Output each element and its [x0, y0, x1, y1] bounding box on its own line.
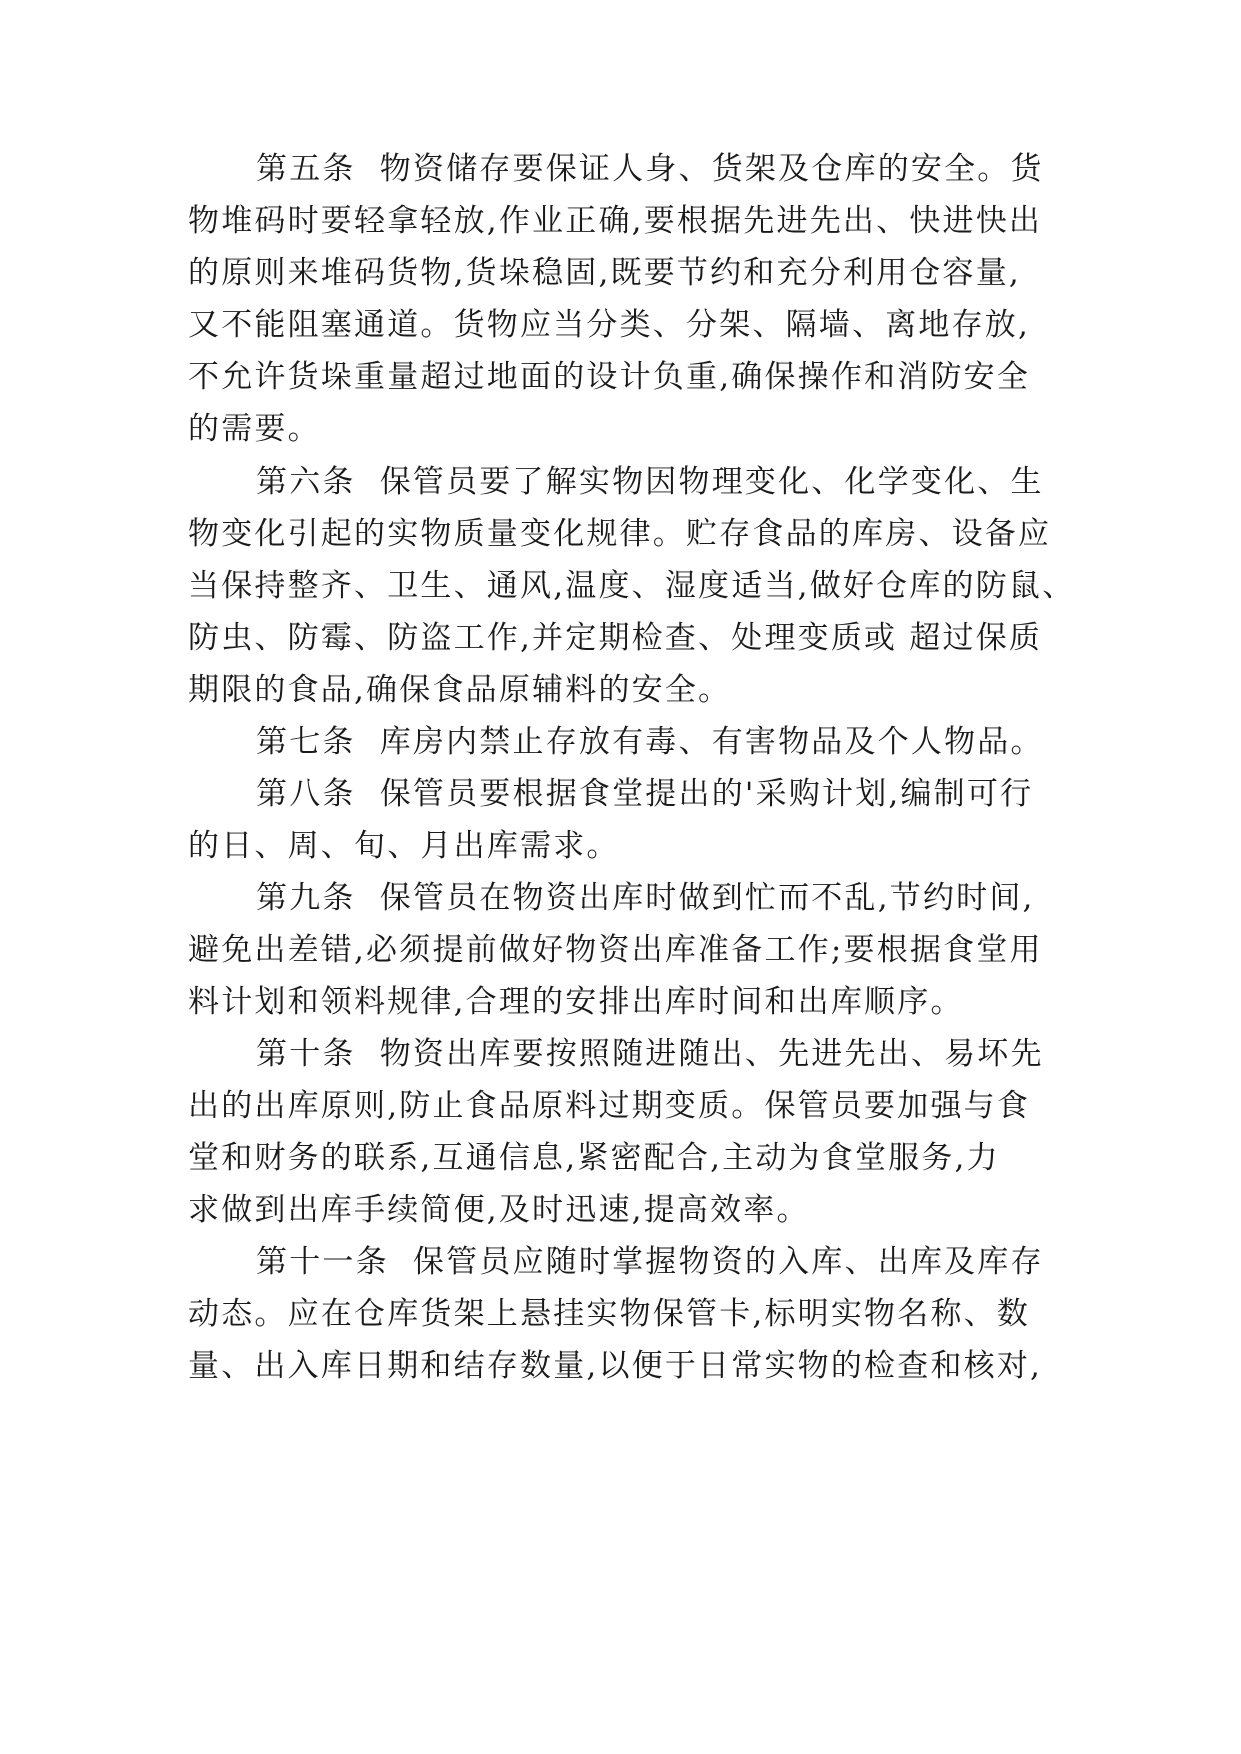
article-10-line-2: 出的出库原则,防止食品原料过期变质。保管员要加强与食	[188, 1088, 1031, 1124]
article-5-line-3: 的原则来堆码货物,货垛稳固,既要节约和充分利用仓容量,	[188, 255, 1021, 291]
article-6-line-3: 当保持整齐、卫生、通风,温度、湿度适当,做好仓库的防鼠、	[188, 568, 1076, 604]
article-10-line-3: 堂和财务的联系,互通信息,紧密配合,主动为食堂服务,力	[188, 1140, 1000, 1176]
article-9-line-1: 第九条 保管员在物资出库时做到忙而不乱,节约时间,	[256, 880, 1035, 916]
article-11-line-3: 量、出入库日期和结存数量,以便于日常实物的检查和核对,	[188, 1348, 1043, 1384]
article-5-line-1: 第五条 物资储存要保证人身、货架及仓库的安全。货	[256, 151, 1044, 187]
article-11-line-2: 动态。应在仓库货架上悬挂实物保管卡,标明实物名称、数	[188, 1296, 1031, 1332]
article-6-line-5: 期限的食品,确保食品原辅料的安全。	[188, 672, 732, 708]
article-7-line-1: 第七条 库房内禁止存放有毒、有害物品及个人物品。	[256, 724, 1044, 760]
article-8-line-2: 的日、周、旬、月出库需求。	[188, 828, 620, 864]
article-5-line-5: 不允许货垛重量超过地面的设计负重,确保操作和消防安全	[188, 359, 1031, 395]
article-6-line-2: 物变化引起的实物质量变化规律。贮存食品的库房、设备应	[188, 516, 1052, 552]
article-8-line-1: 第八条 保管员要根据食堂提出的'采购计划,编制可行	[256, 776, 1034, 812]
article-5-line-4: 又不能阻塞通道。货物应当分类、分架、隔墙、离地存放,	[188, 307, 1031, 343]
article-6-line-1: 第六条 保管员要了解实物因物理变化、化学变化、生	[256, 464, 1044, 500]
article-5-line-6: 的需要。	[188, 411, 321, 447]
article-9-line-2: 避免出差错,必须提前做好物资出库准备工作;要根据食堂用	[188, 932, 1043, 968]
article-9-line-3: 料计划和领料规律,合理的安排出库时间和出库顺序。	[188, 984, 964, 1020]
article-10-line-1: 第十条 物资出库要按照随进随出、先进先出、易坏先	[256, 1036, 1044, 1072]
article-10-line-4: 求做到出库手续简便,及时迅速,提高效率。	[188, 1192, 810, 1228]
article-6-line-4: 防虫、防霉、防盗工作,并定期检查、处理变质或 超过保质	[188, 620, 1043, 656]
article-11-line-1: 第十一条 保管员应随时掌握物资的入库、出库及库存	[256, 1244, 1044, 1280]
article-5-line-2: 物堆码时要轻拿轻放,作业正确,要根据先进先出、快进快出	[188, 203, 1043, 239]
